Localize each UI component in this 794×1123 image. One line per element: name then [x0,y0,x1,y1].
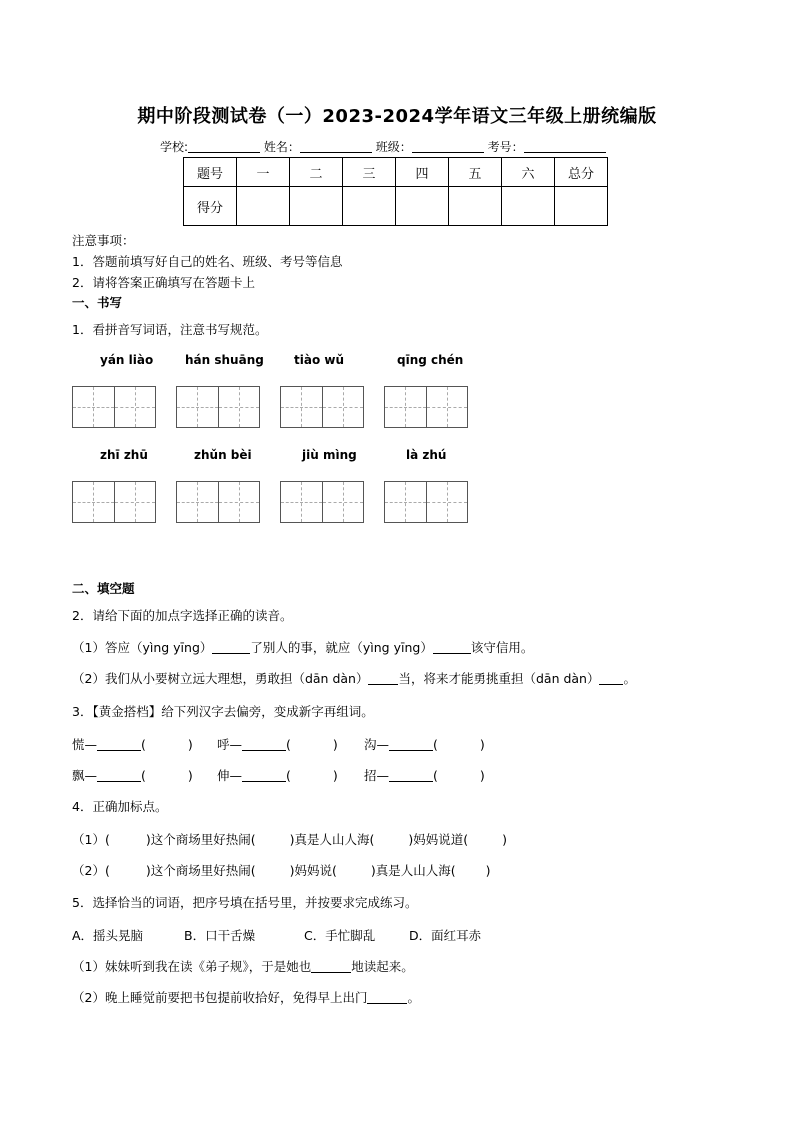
pinyin-label: jiù mìng [302,448,357,462]
school-label: 学校: [160,140,189,154]
score-header-cell: 一 [237,158,290,187]
radical-char: 伸— [217,768,243,783]
answer-blank[interactable] [311,960,351,973]
school-blank[interactable] [188,140,260,153]
score-header-cell: 题号 [184,158,237,187]
pinyin-label: zhǔn bèi [194,448,252,462]
option-a: A．摇头晃脑 [72,928,144,943]
pinyin-label: hán shuāng [185,353,264,367]
score-header-cell: 五 [449,158,502,187]
radical-char: 慌— [72,737,98,752]
exam-no-label: 考号： [487,140,524,154]
answer-blank[interactable] [97,769,141,782]
writing-grid[interactable] [384,481,468,523]
score-cell[interactable] [396,187,449,226]
writing-grid[interactable] [176,481,260,523]
pinyin-label: tiào wǔ [294,353,344,367]
name-label: 姓名： [263,140,300,154]
radical-char: 飘— [72,768,98,783]
text-segment: )妈妈说道( [408,832,469,847]
pinyin-label: qīng chén [397,353,464,367]
question-2-part-1 [72,638,533,656]
pinyin-label: zhī zhū [100,448,148,462]
radical-char: 沟— [364,737,390,752]
text-segment: 。 [623,671,636,686]
score-cell[interactable] [449,187,502,226]
text-segment: )这个商场里好热闹( [145,832,256,847]
option-c: C．手忙脚乱 [304,928,376,943]
notice-heading: 注意事项： [72,233,135,248]
question-4-part-1 [72,830,507,848]
question-5: 5．选择恰当的词语，把序号填在括号里，并按要求完成练习。 [72,895,418,910]
score-row-label: 得分 [184,187,237,226]
score-header-cell: 四 [396,158,449,187]
question-3: 3．【黄金搭档】给下列汉字去偏旁，变成新字再组词。 [72,704,374,719]
score-cell[interactable] [343,187,396,226]
writing-grid[interactable] [280,386,364,428]
notice-item-1: 1．答题前填写好自己的姓名、班级、考号等信息 [72,254,343,269]
score-cell[interactable] [502,187,555,226]
question-2: 2．请给下面的加点字选择正确的读音。 [72,608,293,623]
answer-blank[interactable] [367,991,407,1004]
text-segment: )真是人山人海( [370,863,456,878]
text-segment: （1）答应（yìng yīng） [72,640,213,655]
answer-blank[interactable] [389,738,433,751]
section2-heading: 二、填空题 [72,581,135,596]
question-1: 1．看拼音写词语，注意书写规范。 [72,322,268,337]
pinyin-label: là zhú [406,448,447,462]
notice-item-2: 2．请将答案正确填写在答题卡上 [72,275,255,290]
score-table [183,157,608,226]
question-2-part-2 [72,669,636,687]
score-header-cell: 三 [343,158,396,187]
text-segment: （2）( [72,863,110,878]
radical-char: 招— [364,768,390,783]
text-segment: ) [502,832,508,847]
class-label: 班级： [375,140,412,154]
exam-no-blank[interactable] [524,140,606,153]
text-segment: )这个商场里好热闹( [145,863,256,878]
option-d: D．面红耳赤 [409,928,482,943]
question-5-part-1 [72,957,414,975]
answer-blank[interactable] [212,641,250,654]
text-segment: )真是人山人海( [289,832,375,847]
name-blank[interactable] [300,140,372,153]
text-segment: （1）妹妹听到我在读《弟子规》，于是她也 [72,959,312,974]
score-header-cell: 总分 [555,158,608,187]
radical-char: 呼— [217,737,243,752]
section1-heading: 一、书写 [72,295,123,310]
answer-blank[interactable] [242,738,286,751]
answer-blank[interactable] [389,769,433,782]
text-segment: ) [485,863,491,878]
question-3-row-1: 慌— ( ) 呼— ( ) 沟— ( ) [72,737,485,752]
score-header-cell: 六 [502,158,555,187]
writing-grid[interactable] [176,386,260,428]
pinyin-label: yán liào [100,353,154,367]
score-header-cell: 二 [290,158,343,187]
score-cell[interactable] [237,187,290,226]
question-5-options [72,926,481,944]
text-segment: 地读起来。 [351,959,414,974]
question-4-part-2 [72,861,491,879]
answer-blank[interactable] [368,672,398,685]
question-4: 4．正确加标点。 [72,799,168,814]
score-cell[interactable] [290,187,343,226]
question-5-part-2 [72,988,420,1006]
score-cell[interactable] [555,187,608,226]
text-segment: 了别人的事，就应（yìng yīng） [250,640,433,655]
answer-blank[interactable] [599,672,623,685]
text-segment: （2）晚上睡觉前要把书包提前收拾好，免得早上出门 [72,990,368,1005]
score-table-header-row [184,158,608,187]
text-segment: 。 [407,990,420,1005]
student-info-line [160,138,606,155]
page-title: 期中阶段测试卷（一）2023-2024学年语文三年级上册统编版 [137,106,657,127]
question-3-row-2: 飘— ( ) 伸— ( ) 招— ( ) [72,768,485,783]
answer-blank[interactable] [242,769,286,782]
writing-grid[interactable] [384,386,468,428]
text-segment: （2）我们从小要树立远大理想，勇敢担（dān dàn） [72,671,369,686]
writing-grid[interactable] [72,386,156,428]
option-b: B．口干舌燥 [184,928,256,943]
writing-grid[interactable] [72,481,156,523]
text-segment: 该守信用。 [470,640,534,655]
score-table-score-row [184,187,608,226]
text-segment: )妈妈说( [289,863,337,878]
writing-grid[interactable] [280,481,364,523]
class-blank[interactable] [412,140,484,153]
answer-blank[interactable] [97,738,141,751]
answer-blank[interactable] [433,641,471,654]
text-segment: 当，将来才能勇挑重担（dān dàn） [398,671,600,686]
text-segment: （1）( [72,832,110,847]
